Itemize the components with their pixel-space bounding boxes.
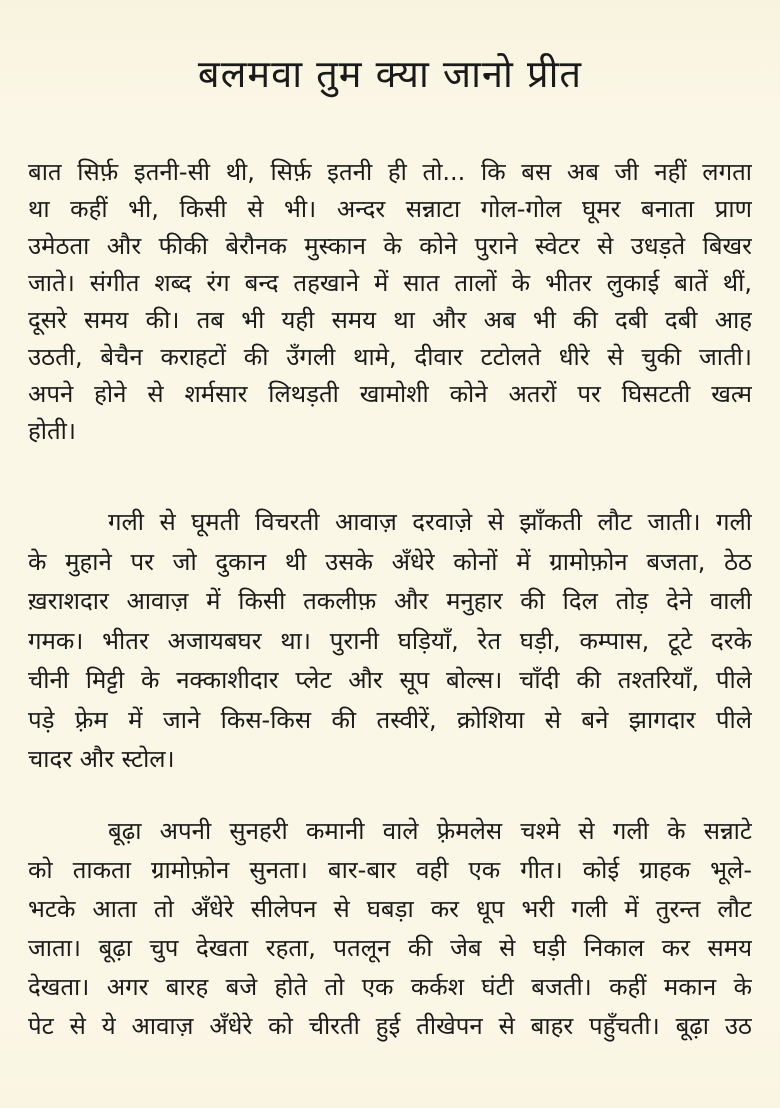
paragraph-1: [28, 154, 752, 450]
text-line: जाता। बूढ़ा चुप देखता रहता, पतलून की जेब से घड़ी निकाल कर समय: [28, 934, 752, 962]
text-line: उठती, बेचैन कराहटों की उँगली थामे, दीवार टटोलते धीरे से चुकी जाती।: [28, 343, 752, 371]
paragraph-2: [28, 503, 752, 780]
chapter-title: बलमवा तुम क्या जानो प्रीत: [197, 52, 583, 96]
text-line: भटके आता तो अँधेरे सीलेपन से घबड़ा कर धूप भरी गली में तुरन्त लौट: [28, 895, 752, 923]
paragraph-3: [28, 812, 752, 1046]
text-line: जाते। संगीत शब्द रंग बन्द तहखाने में सात तालों के भीतर लुकाई बातें थीं,: [28, 269, 752, 297]
text-line: चादर और स्टोल।: [28, 745, 175, 773]
text-line: को ताकता ग्रामोफ़ोन सुनता। बार-बार वही एक गीत। कोई ग्राहक भूले-: [28, 856, 752, 884]
text-line: ख़राशदार आवाज़ में किसी तकलीफ़ और मनुहार की दिल तोड़ देने वाली: [28, 587, 752, 615]
text-line: पेट से ये आवाज़ अँधेरे को चीरती हुई तीखेपन से बाहर पहुँचती। बूढ़ा उठ: [28, 1012, 752, 1040]
text-line: चीनी मिट्टी के नक्काशीदार प्लेट और सूप बोल्स। चाँदी की तश्तरियाँ, पीले: [28, 666, 752, 694]
text-line: देखता। अगर बारह बजे होते तो एक कर्कश घंटी बजती। कहीं मकान के: [28, 973, 752, 1001]
text-line: होती।: [28, 417, 76, 445]
text-line: पड़े फ़्रेम में जाने किस-किस की तस्वीरें, क्रोशिया से बने झागदार पीले: [28, 705, 752, 734]
text-line: के मुहाने पर जो दुकान थी उसके अँधेरे कोनों में ग्रामोफ़ोन बजता, ठेठ: [28, 547, 752, 576]
text-line: गमक। भीतर अजायबघर था। पुरानी घड़ियाँ, रेत घड़ी, कम्पास, टूटे दरके: [28, 626, 752, 655]
text-line: बूढ़ा अपनी सुनहरी कमानी वाले फ़्रेमलेस चश्मे से गली के सन्नाटे: [108, 817, 752, 845]
text-line: उमेठता और फीकी बेरौनक मुस्कान के कोने पुराने स्वेटर से उधड़ते बिखर: [28, 232, 752, 260]
text-line: अपने होने से शर्मसार लिथड़ती खामोशी कोने अतरों पर घिसटती खत्म: [28, 380, 752, 408]
text-line: दूसरे समय की। तब भी यही समय था और अब भी की दबी दबी आह: [28, 306, 752, 334]
text-line: था कहीं भी, किसी से भी। अन्दर सन्नाटा गोल-गोल घूमर बनाता प्राण: [28, 195, 752, 223]
text-line: बात सिर्फ़ इतनी-सी थी, सिर्फ़ इतनी ही तो... कि बस अब जी नहीं लगता: [28, 158, 752, 186]
text-line: गली से घूमती विचरती आवाज़ दरवाज़े से झाँकती लौट जाती। गली: [108, 508, 752, 536]
